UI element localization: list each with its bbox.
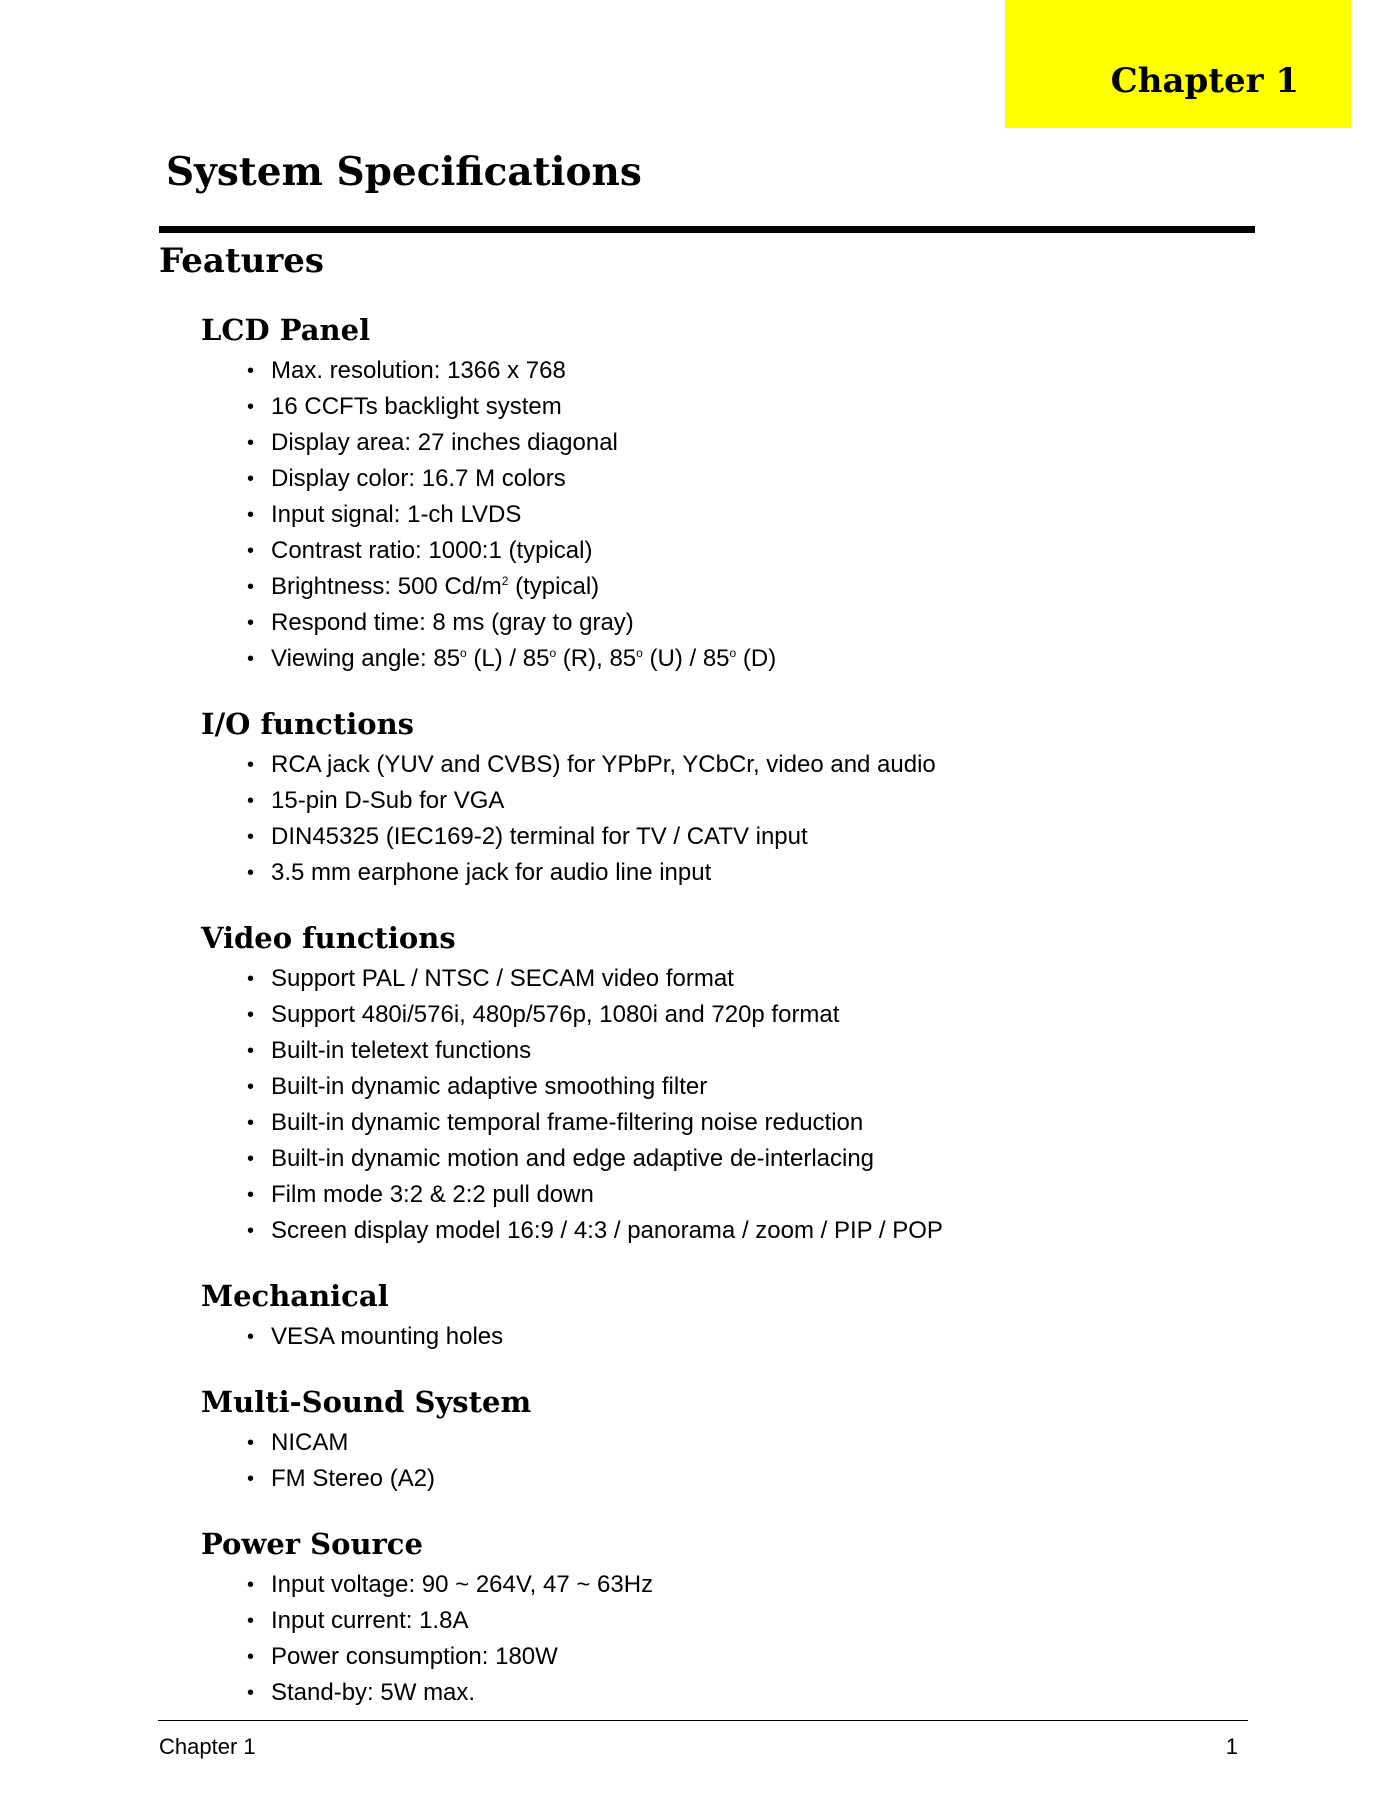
bullet-list <box>0 961 1400 1249</box>
chapter-tab-label: Chapter 1 <box>1110 61 1299 101</box>
bullet-icon: • <box>247 540 255 562</box>
bullet-icon: • <box>247 1610 255 1632</box>
list-item: • Support PAL / NTSC / SECAM video format <box>0 961 1400 997</box>
list-item: • VESA mounting holes <box>0 1319 1400 1355</box>
list-item: • RCA jack (YUV and CVBS) for YPbPr, YCbCr, video and audio <box>0 747 1400 783</box>
list-item: • Built-in dynamic adaptive smoothing filter <box>0 1069 1400 1105</box>
group-lcd-panel <box>0 313 1400 677</box>
list-item: • DIN45325 (IEC169-2) terminal for TV / CATV input <box>0 819 1400 855</box>
list-item: • 3.5 mm earphone jack for audio line input <box>0 855 1400 891</box>
group-multi-sound-system <box>0 1385 1400 1497</box>
bullet-icon: • <box>247 754 255 776</box>
list-item: • 15-pin D-Sub for VGA <box>0 783 1400 819</box>
bullet-icon: • <box>247 1040 255 1062</box>
bullet-icon: • <box>247 1220 255 1242</box>
group-heading: I/O functions <box>201 707 414 741</box>
title-rule <box>159 226 1255 233</box>
list-item: • Viewing angle: 85$^o$ (L) / 85$^o$ (R), 85$^o$ (U) / 85$^o$ (D) <box>0 641 1400 677</box>
bullet-icon: • <box>247 1574 255 1596</box>
list-item: • Respond time: 8 ms (gray to gray) <box>0 605 1400 641</box>
group-heading: Power Source <box>201 1527 423 1561</box>
bullet-icon: • <box>247 1004 255 1026</box>
list-item: • Display area: 27 inches diagonal <box>0 425 1400 461</box>
bullet-icon: • <box>247 648 255 670</box>
list-item: • Brightness: 500 $Cd/m^2$ (typical) <box>0 569 1400 605</box>
list-item: • Input signal: 1-ch LVDS <box>0 497 1400 533</box>
bullet-list <box>0 1319 1400 1355</box>
bullet-icon: • <box>247 1326 255 1348</box>
footer-rule <box>158 1720 1248 1721</box>
bullet-icon: • <box>247 396 255 418</box>
list-item: • 16 CCFTs backlight system <box>0 389 1400 425</box>
list-item: • Screen display model 16:9 / 4:3 / panorama / zoom / PIP / POP <box>0 1213 1400 1249</box>
bullet-icon: • <box>247 826 255 848</box>
group-video-functions <box>0 921 1400 1249</box>
list-item: • Input voltage: 90 ~ 264V, 47 ~ 63Hz <box>0 1567 1400 1603</box>
bullet-icon: • <box>247 968 255 990</box>
bullet-icon: • <box>247 1432 255 1454</box>
list-item: • Contrast ratio: 1000:1 (typical) <box>0 533 1400 569</box>
bullet-icon: • <box>247 862 255 884</box>
bullet-icon: • <box>247 468 255 490</box>
list-item: • Power consumption: 180W <box>0 1639 1400 1675</box>
bullet-icon: • <box>247 612 255 634</box>
bullet-list <box>0 353 1400 677</box>
bullet-list <box>0 747 1400 891</box>
list-item: • Built-in dynamic motion and edge adaptive de-interlacing <box>0 1141 1400 1177</box>
list-item: • NICAM <box>0 1425 1400 1461</box>
bullet-list <box>0 1425 1400 1497</box>
group-heading: Mechanical <box>201 1279 389 1313</box>
bullet-list <box>0 1567 1400 1711</box>
footer-chapter: Chapter 1 <box>159 1734 256 1759</box>
bullet-icon: • <box>247 576 255 598</box>
bullet-icon: • <box>247 1148 255 1170</box>
bullet-icon: • <box>247 432 255 454</box>
group-io-functions <box>0 707 1400 891</box>
chapter-tab <box>1005 0 1351 128</box>
features-content <box>0 313 1400 1711</box>
list-item: • FM Stereo (A2) <box>0 1461 1400 1497</box>
list-item: • Display color: 16.7 M colors <box>0 461 1400 497</box>
group-heading: Video functions <box>201 921 456 955</box>
bullet-icon: • <box>247 1076 255 1098</box>
bullet-icon: • <box>247 1112 255 1134</box>
list-item: • Film mode 3:2 & 2:2 pull down <box>0 1177 1400 1213</box>
bullet-icon: • <box>247 1468 255 1490</box>
page-title: System Specifications <box>166 149 642 195</box>
page-number: 1 <box>1225 1734 1238 1759</box>
list-item: • Max. resolution: 1366 x 768 <box>0 353 1400 389</box>
bullet-icon: • <box>247 790 255 812</box>
bullet-icon: • <box>247 360 255 382</box>
list-item: • Stand-by: 5W max. <box>0 1675 1400 1711</box>
bullet-icon: • <box>247 1184 255 1206</box>
group-mechanical <box>0 1279 1400 1355</box>
group-heading: Multi-Sound System <box>201 1385 532 1419</box>
list-item: • Support 480i/576i, 480p/576p, 1080i and 720p format <box>0 997 1400 1033</box>
bullet-icon: • <box>247 1646 255 1668</box>
list-item: • Input current: 1.8A <box>0 1603 1400 1639</box>
list-item: • Built-in dynamic temporal frame-filtering noise reduction <box>0 1105 1400 1141</box>
list-item: • Built-in teletext functions <box>0 1033 1400 1069</box>
group-power-source <box>0 1527 1400 1711</box>
group-heading: LCD Panel <box>201 313 371 347</box>
bullet-icon: • <box>247 504 255 526</box>
bullet-icon: • <box>247 1682 255 1704</box>
section-title: Features <box>159 241 325 281</box>
